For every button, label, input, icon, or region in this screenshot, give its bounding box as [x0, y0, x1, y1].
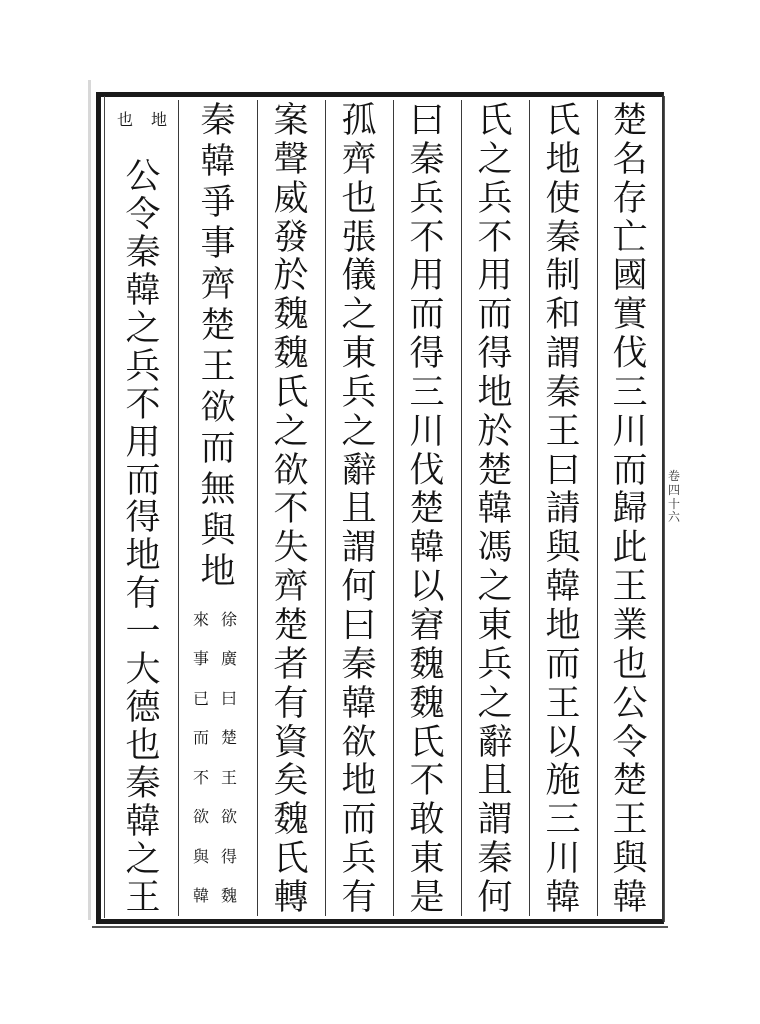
character: 魏 — [273, 334, 309, 375]
character: 得 — [409, 334, 445, 375]
character: 失 — [273, 528, 309, 569]
character: 於 — [477, 411, 513, 452]
character: 有 — [273, 683, 309, 724]
top-note-a — [148, 112, 170, 138]
character: 令 — [612, 722, 648, 763]
character: 也 — [341, 178, 377, 219]
character: 使 — [545, 178, 581, 219]
character: 而 — [409, 295, 445, 336]
character: 歸 — [612, 489, 648, 530]
character: 秦 — [200, 101, 236, 141]
character: 是 — [409, 877, 445, 918]
character: 曰 — [545, 450, 581, 491]
character: 令 — [125, 194, 161, 235]
character: 用 — [125, 422, 161, 463]
character: 且 — [477, 761, 513, 802]
character: 東 — [477, 605, 513, 646]
character: 而 — [125, 460, 161, 501]
character: 用 — [409, 256, 445, 297]
character: 與 — [545, 528, 581, 569]
character: 兵 — [477, 644, 513, 685]
character: 韓 — [409, 528, 445, 569]
margin-character: 卷 — [667, 469, 680, 483]
character: 馮 — [477, 528, 513, 569]
character: 魏 — [409, 644, 445, 685]
character: 秦 — [341, 644, 377, 685]
character: 大 — [125, 650, 161, 691]
character: 而 — [612, 450, 648, 491]
character: 以 — [545, 722, 581, 763]
character: 不 — [125, 384, 161, 425]
character: 辭 — [341, 450, 377, 491]
character: 魏 — [273, 800, 309, 841]
text-column-5 — [333, 101, 385, 918]
commentary-character: 韓 — [192, 885, 209, 905]
character: 名 — [612, 139, 648, 180]
character: 秦 — [409, 139, 445, 180]
character: 秦 — [125, 764, 161, 804]
character: 楚 — [273, 605, 309, 646]
character: 矣 — [273, 761, 309, 802]
character: 不 — [409, 217, 445, 258]
character: 制 — [545, 256, 581, 297]
commentary-line-a — [218, 612, 240, 904]
character: 張 — [341, 217, 377, 258]
commentary-character: 地 — [150, 110, 167, 129]
character: 欲 — [200, 388, 236, 428]
character: 謂 — [477, 800, 513, 841]
character: 地 — [341, 761, 377, 802]
character: 伐 — [612, 334, 648, 375]
frame-inner-rule — [104, 96, 105, 918]
text-column-6 — [265, 101, 317, 918]
character: 欲 — [341, 722, 377, 763]
character: 兵 — [477, 178, 513, 219]
character: 者 — [273, 644, 309, 685]
character: 兵 — [409, 178, 445, 219]
character: 以 — [409, 567, 445, 608]
character: 魏 — [273, 295, 309, 336]
commentary-character: 欲 — [220, 807, 237, 827]
character: 發 — [273, 217, 309, 258]
commentary-character: 得 — [220, 846, 237, 866]
character: 氏 — [545, 101, 581, 141]
character: 得 — [125, 498, 161, 539]
character: 之 — [125, 308, 161, 349]
character: 而 — [545, 644, 581, 685]
margin-character: 六 — [667, 510, 680, 525]
character: 存 — [612, 178, 648, 219]
character: 氏 — [273, 839, 309, 880]
character: 之 — [341, 411, 377, 452]
character: 之 — [125, 839, 161, 880]
margin-character: 十 — [667, 496, 680, 511]
text-column-3 — [469, 101, 521, 918]
character: 兵 — [341, 839, 377, 880]
character: 謂 — [545, 334, 581, 375]
character: 秦 — [125, 232, 161, 273]
character: 聲 — [273, 139, 309, 180]
character: 川 — [545, 839, 581, 880]
column-divider — [178, 100, 179, 916]
character: 之 — [477, 683, 513, 724]
commentary-character: 事 — [192, 649, 209, 669]
commentary-character: 來 — [192, 610, 209, 629]
character: 韓 — [612, 877, 648, 918]
character: 何 — [477, 877, 513, 918]
character: 韓 — [545, 567, 581, 608]
character: 齊 — [200, 265, 236, 305]
character: 不 — [409, 761, 445, 802]
character: 氏 — [409, 722, 445, 763]
commentary-character: 欲 — [192, 807, 209, 827]
character: 無 — [200, 470, 236, 510]
character: 氏 — [477, 101, 513, 141]
text-column-2 — [537, 101, 589, 918]
character: 何 — [341, 567, 377, 608]
character: 地 — [545, 605, 581, 646]
character: 齊 — [273, 567, 309, 608]
character: 也 — [612, 644, 648, 685]
commentary-character: 魏 — [220, 885, 237, 905]
commentary-character: 已 — [192, 688, 209, 708]
character: 也 — [125, 726, 161, 767]
bottom-rule — [92, 926, 668, 928]
column-divider — [393, 100, 394, 916]
top-note-b — [114, 112, 136, 138]
character: 有 — [125, 574, 161, 615]
commentary-character: 徐 — [220, 610, 237, 629]
character: 兵 — [341, 372, 377, 413]
character: 請 — [545, 489, 581, 530]
commentary-line-b — [190, 612, 212, 904]
character: 亡 — [612, 217, 648, 258]
commentary-character: 不 — [192, 767, 209, 787]
character: 三 — [545, 800, 581, 841]
text-column-1 — [604, 101, 656, 918]
character: 秦 — [545, 217, 581, 258]
character: 東 — [341, 334, 377, 375]
text-column-4 — [401, 101, 453, 918]
fold-line — [664, 96, 665, 922]
margin-character: 四 — [667, 482, 680, 497]
commentary-character: 楚 — [220, 728, 237, 748]
fold-margin-text — [667, 470, 681, 525]
character: 之 — [477, 567, 513, 608]
character: 公 — [612, 683, 648, 724]
character: 三 — [409, 372, 445, 413]
character: 之 — [477, 139, 513, 180]
character: 欲 — [273, 450, 309, 491]
character: 王 — [612, 800, 648, 841]
character: 川 — [409, 411, 445, 452]
column-divider — [257, 100, 258, 916]
character: 楚 — [612, 101, 648, 141]
character: 氏 — [273, 372, 309, 413]
character: 齊 — [341, 139, 377, 180]
character: 之 — [341, 295, 377, 336]
character: 孤 — [341, 101, 377, 141]
character: 伐 — [409, 450, 445, 491]
character: 東 — [409, 839, 445, 880]
character: 轉 — [273, 877, 309, 918]
character: 而 — [341, 800, 377, 841]
character: 有 — [341, 877, 377, 918]
character: 王 — [125, 877, 161, 918]
character: 而 — [200, 429, 236, 469]
character: 地 — [477, 372, 513, 413]
character: 於 — [273, 256, 309, 297]
character: 川 — [612, 411, 648, 452]
commentary-character: 而 — [192, 728, 209, 748]
character: 楚 — [200, 306, 236, 346]
character: 而 — [477, 295, 513, 336]
character: 施 — [545, 761, 581, 802]
text-column-8 — [117, 157, 169, 918]
commentary-character: 也 — [116, 110, 133, 129]
character: 曰 — [341, 605, 377, 646]
character: 王 — [545, 411, 581, 452]
character: 楚 — [409, 489, 445, 530]
character: 地 — [200, 552, 236, 592]
character: 業 — [612, 605, 648, 646]
character: 韓 — [200, 142, 236, 182]
commentary-character: 廣 — [220, 649, 237, 669]
character: 得 — [477, 334, 513, 375]
text-column-7 — [192, 101, 244, 592]
character: 韓 — [341, 683, 377, 724]
character: 威 — [273, 178, 309, 219]
column-divider — [597, 100, 598, 916]
character: 國 — [612, 256, 648, 297]
character: 兵 — [125, 346, 161, 387]
character: 敢 — [409, 800, 445, 841]
character: 王 — [545, 683, 581, 724]
commentary-character: 王 — [220, 767, 237, 787]
commentary-character: 與 — [192, 846, 209, 866]
character: 秦 — [545, 372, 581, 413]
character: 楚 — [477, 450, 513, 491]
character: 韓 — [545, 877, 581, 918]
character: 王 — [612, 567, 648, 608]
character: 實 — [612, 295, 648, 336]
character: 且 — [341, 489, 377, 530]
character: 與 — [200, 511, 236, 551]
character: 辭 — [477, 722, 513, 763]
character: 案 — [273, 101, 309, 141]
character: 德 — [125, 688, 161, 729]
column-divider — [529, 100, 530, 916]
character: 地 — [125, 536, 161, 577]
character: 魏 — [409, 683, 445, 724]
character: 用 — [477, 256, 513, 297]
character: 秦 — [477, 839, 513, 880]
character: 之 — [273, 411, 309, 452]
character: 三 — [612, 372, 648, 413]
character: 謂 — [341, 528, 377, 569]
character: 地 — [545, 139, 581, 180]
character: 資 — [273, 722, 309, 763]
character: 楚 — [612, 761, 648, 802]
character: 不 — [477, 217, 513, 258]
column-divider — [325, 100, 326, 916]
character: 公 — [125, 157, 161, 197]
commentary-character: 曰 — [220, 688, 237, 708]
character: 儀 — [341, 256, 377, 297]
column-divider — [461, 100, 462, 916]
character: 王 — [200, 347, 236, 387]
character: 韓 — [125, 801, 161, 842]
character: 韓 — [477, 489, 513, 530]
character: 事 — [200, 224, 236, 264]
character: 韓 — [125, 270, 161, 311]
character: 此 — [612, 528, 648, 569]
character: 和 — [545, 295, 581, 336]
character: 一 — [125, 612, 161, 653]
character: 爭 — [200, 183, 236, 223]
character: 不 — [273, 489, 309, 530]
character: 與 — [612, 839, 648, 880]
character: 窘 — [409, 605, 445, 646]
scan-edge — [88, 80, 91, 920]
character: 曰 — [409, 101, 445, 141]
